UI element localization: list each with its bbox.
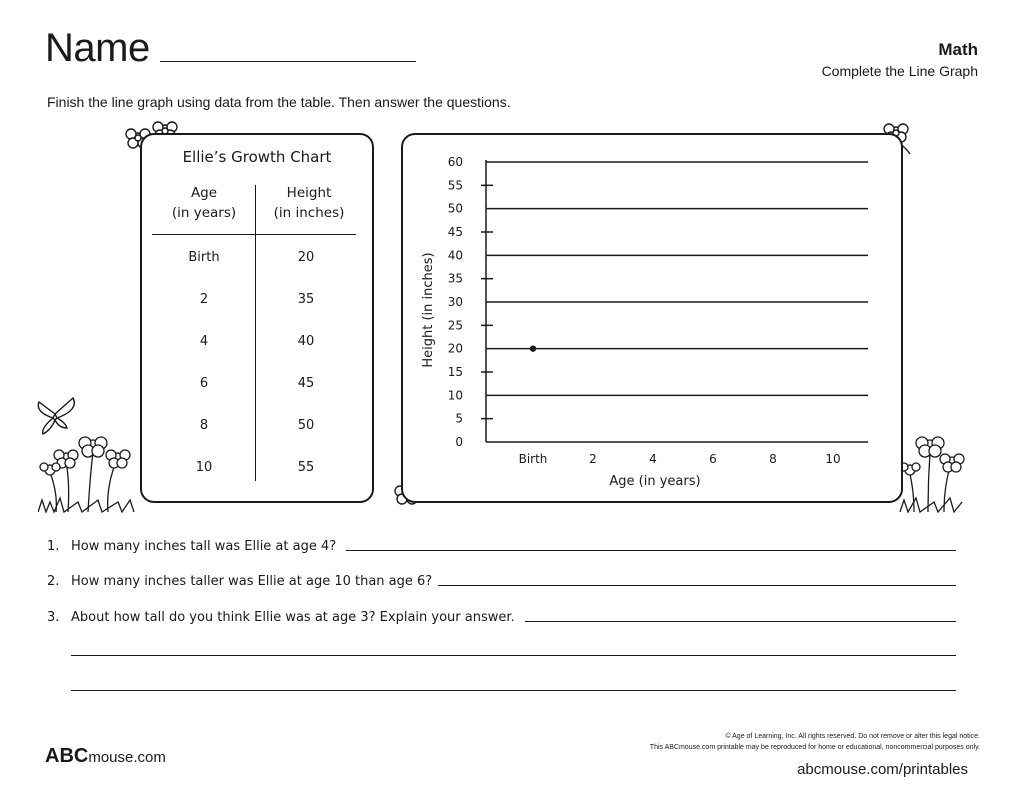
table-title: Ellie’s Growth Chart	[182, 148, 332, 166]
growth-chart-table	[140, 133, 374, 503]
y-tick-label: 60	[447, 155, 463, 169]
answer-line[interactable]	[71, 690, 956, 691]
question-number: 3.	[47, 610, 60, 625]
table-cell-age: 6	[199, 376, 209, 391]
y-tick-label: 55	[447, 178, 463, 193]
y-tick-label: 45	[447, 225, 463, 239]
table-cell-age: 4	[199, 334, 209, 349]
height-header-line1: Height	[286, 185, 332, 201]
y-tick-label: 5	[455, 411, 463, 426]
question-number: 2.	[47, 574, 60, 589]
y-tick-label: 10	[447, 388, 463, 403]
table-cell-height: 35	[297, 292, 315, 307]
logo-abc: ABC	[45, 745, 89, 767]
copyright-line: This ABCmouse.com printable may be reproduced for home or educational, noncommercial purposes only.	[649, 744, 980, 751]
copyright-notice	[650, 731, 980, 753]
x-tick-label: 8	[769, 452, 777, 466]
worksheet-subtitle: Complete the Line Graph	[821, 63, 978, 79]
x-tick-label: 2	[589, 452, 597, 466]
question-text: How many inches tall was Ellie at age 4?	[71, 539, 337, 554]
name-label: Name	[45, 26, 150, 70]
logo-mouse: mouse.com	[88, 749, 166, 766]
age-header-line2: (in years)	[171, 205, 237, 221]
height-column-header	[259, 183, 359, 223]
instructions: Finish the line graph using data from the table. Then answer the questions.	[47, 94, 511, 110]
y-axis-label: Height (in inches)	[421, 252, 436, 368]
y-tick-label: 50	[447, 201, 463, 216]
age-header-line1: Age	[190, 185, 218, 201]
y-tick-label: 25	[447, 318, 463, 333]
table-cell-age: 8	[199, 418, 209, 433]
table-cell-height: 55	[297, 460, 315, 475]
table-cell-height: 20	[297, 250, 315, 265]
answer-line[interactable]	[71, 655, 956, 656]
data-point	[530, 345, 536, 351]
table-cell-height: 40	[297, 334, 315, 349]
line-graph-card	[401, 133, 903, 503]
x-tick-label: 6	[709, 452, 717, 466]
copyright-line: © Age of Learning, Inc. All rights reserved. Do not remove or alter this legal notice.	[725, 733, 980, 740]
table-column-divider	[255, 185, 256, 481]
name-write-line	[160, 61, 416, 62]
table-header-divider	[152, 234, 356, 235]
question-number: 1.	[47, 539, 60, 554]
abcmouse-logo	[45, 745, 166, 768]
height-header-line2: (in inches)	[273, 205, 345, 221]
y-tick-label: 0	[455, 435, 463, 449]
table-cell-age: Birth	[188, 250, 220, 265]
table-cell-age: 2	[199, 292, 209, 307]
table-cell-age: 10	[195, 460, 213, 475]
answer-line[interactable]	[438, 585, 956, 586]
x-tick-label: Birth	[518, 452, 548, 466]
line-graph	[403, 135, 901, 501]
x-tick-label: 10	[825, 452, 841, 466]
x-axis-label: Age (in years)	[609, 474, 701, 489]
answer-line[interactable]	[525, 621, 956, 622]
y-tick-label: 30	[447, 295, 463, 309]
age-column-header	[154, 183, 254, 223]
table-cell-height: 50	[297, 418, 315, 433]
y-tick-label: 35	[447, 271, 463, 286]
question-text: About how tall do you think Ellie was at age 3? Explain your answer.	[71, 610, 515, 625]
answer-line[interactable]	[346, 550, 956, 551]
question-text: How many inches taller was Ellie at age 10 than age 6?	[71, 574, 433, 589]
y-tick-label: 40	[447, 248, 463, 263]
y-tick-label: 15	[447, 365, 463, 379]
subject-label: Math	[938, 40, 978, 59]
site-link[interactable]: abcmouse.com/printables	[797, 761, 968, 778]
x-tick-label: 4	[649, 452, 657, 466]
flower-bush-icon	[898, 432, 966, 514]
y-tick-label: 20	[447, 341, 463, 356]
table-cell-height: 45	[297, 376, 315, 391]
flower-bush-icon	[38, 432, 138, 514]
